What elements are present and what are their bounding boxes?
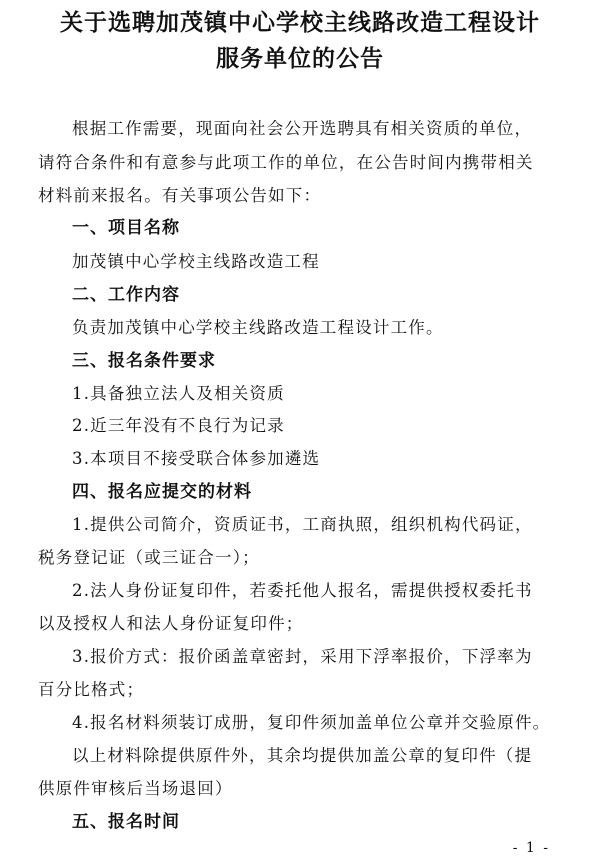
page-number: - 1 - [512, 840, 550, 856]
material-item-2-line-2: 以及授权人和法人身份证复印件； [38, 614, 304, 633]
intro-line-3: 材料前来报名。有关事项公告如下： [38, 186, 322, 205]
document-title-line-2: 服务单位的公告 [216, 46, 384, 72]
material-item-1-line-1: 1.提供公司简介，资质证书，工商执照，组织机构代码证， [72, 515, 533, 534]
requirement-item-2: 2.近三年没有不良行为记录 [72, 416, 285, 435]
section-1-content: 加茂镇中心学校主线路改造工程 [72, 252, 320, 271]
material-item-2-line-1: 2.法人身份证复印件，若委托他人报名，需提供授权委托书 [72, 581, 533, 600]
intro-line-2: 请符合条件和有意参与此项工作的单位，在公告时间内携带相关 [38, 153, 534, 172]
section-4-heading: 四、报名应提交的材料 [72, 482, 252, 502]
section-2-content: 负责加茂镇中心学校主线路改造工程设计工作。 [72, 318, 444, 337]
section-1-heading: 一、项目名称 [72, 218, 180, 238]
section-2-heading: 二、工作内容 [72, 285, 180, 305]
material-item-4: 4.报名材料须装订成册，复印件须加盖单位公章并交验原件。 [72, 713, 551, 732]
intro-line-1: 根据工作需要，现面向社会公开选聘具有相关资质的单位， [72, 119, 533, 138]
document-title-line-1: 关于选聘加茂镇中心学校主线路改造工程设计 [60, 10, 540, 36]
material-item-3-line-1: 3.报价方式：报价函盖章密封，采用下浮率报价，下浮率为 [72, 647, 533, 666]
materials-note-line-2: 供原件审核后当场退回） [38, 779, 233, 798]
materials-note-line-1: 以上材料除提供原件外，其余均提供加盖公章的复印件（提 [72, 746, 533, 765]
requirement-item-1: 1.具备独立法人及相关资质 [72, 384, 285, 403]
requirement-item-3: 3.本项目不接受联合体参加遴选 [72, 449, 321, 468]
material-item-1-line-2: 税务登记证（或三证合一）； [38, 548, 260, 567]
section-3-heading: 三、报名条件要求 [72, 351, 216, 371]
section-5-heading: 五、报名时间 [72, 812, 180, 832]
material-item-3-line-2: 百分比格式； [38, 680, 145, 699]
